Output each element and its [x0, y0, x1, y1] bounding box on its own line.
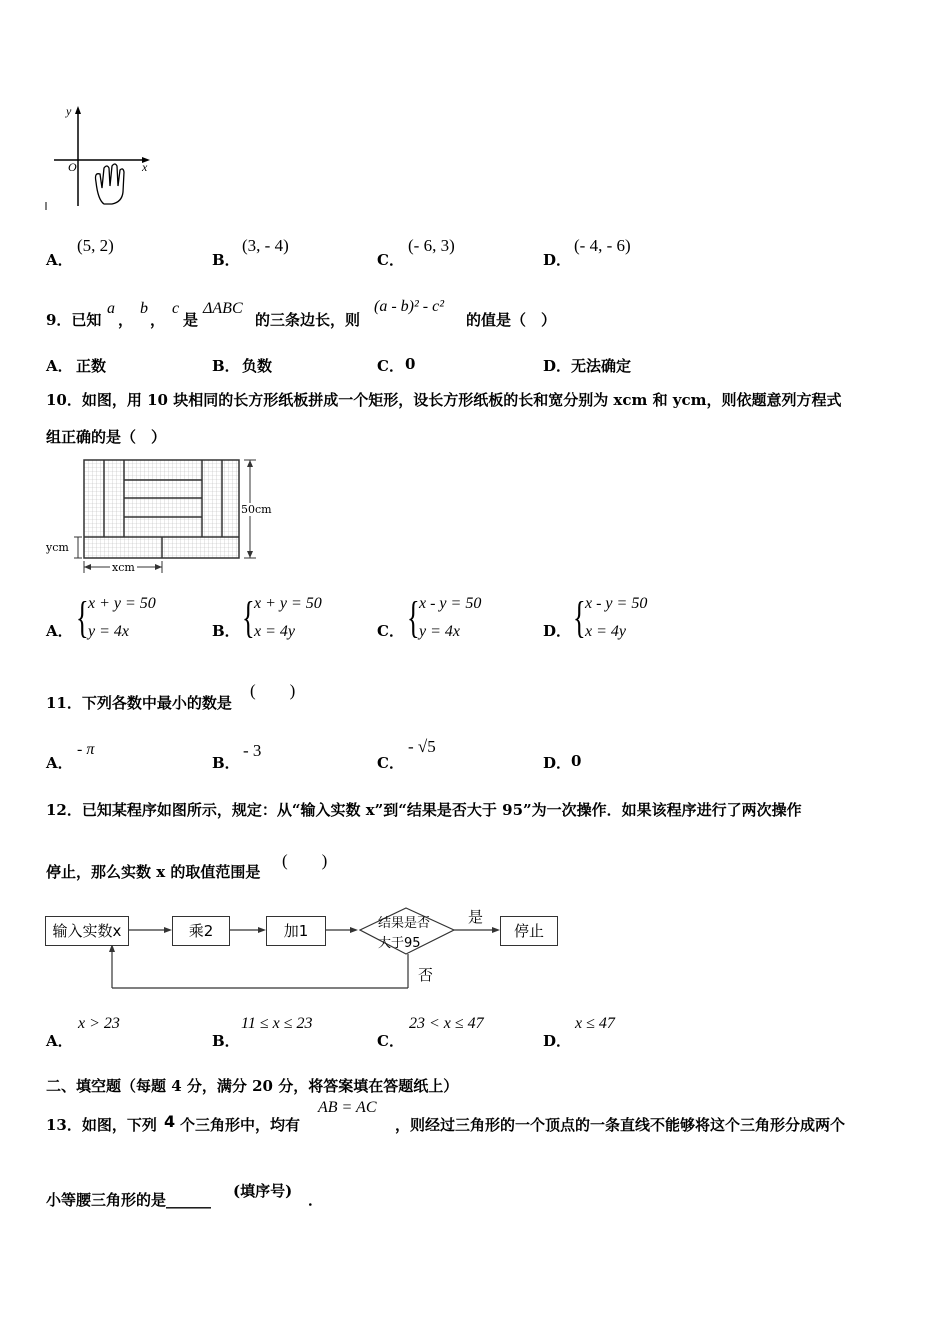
- q11-option-d-letter: D．: [543, 754, 572, 772]
- q13-mid: 个三角形中，均有: [180, 1116, 301, 1134]
- q12-flowchart: [44, 902, 564, 994]
- q9-option-c-value[interactable]: 0: [405, 355, 416, 373]
- ycm-label: ycm: [46, 541, 69, 554]
- q11-option-a-letter: A．: [46, 754, 73, 772]
- q9-var-a: a: [107, 300, 115, 317]
- q12-option-d-value[interactable]: x ≤ 47: [575, 1015, 615, 1032]
- q9-is: 是: [183, 311, 199, 329]
- q9-suffix: 的值是（ ）: [466, 311, 557, 329]
- x-axis-label: x: [142, 160, 148, 174]
- q9-expression: (a - b)² - c²: [374, 298, 445, 315]
- equation-2: y = 4x: [88, 623, 129, 640]
- q12-option-c-value[interactable]: 23 < x ≤ 47: [409, 1015, 484, 1032]
- hand-icon: [96, 164, 125, 204]
- q13-suffix: ，则经过三角形的一个顶点的一条直线不能够将这个三角形分成两个: [395, 1116, 846, 1134]
- flow-multiply-box: 乘2: [172, 916, 230, 946]
- q8-option-c-value[interactable]: (- 6, 3): [408, 236, 455, 255]
- q11-option-c-letter: C．: [377, 754, 404, 772]
- q9-option-d-value[interactable]: 无法确定: [571, 357, 632, 375]
- q10-option-a-letter: A．: [46, 622, 73, 640]
- q10-option-b-letter: B．: [212, 622, 240, 640]
- equation-2: x = 4y: [585, 623, 626, 640]
- origin-label: O: [68, 160, 77, 174]
- left-brace-icon: {: [242, 593, 255, 642]
- q9-option-d-letter: D．: [543, 357, 572, 375]
- q10-line1: 10．如图，用 10 块相同的长方形纸板拼成一个矩形，设长方形纸板的长和宽分别为 xcm 和 ycm，则依题意列方程式: [46, 391, 842, 409]
- q11-option-c-value[interactable]: - √5: [408, 737, 436, 756]
- q10-option-c[interactable]: [377, 590, 537, 650]
- q8-figure: [44, 102, 164, 214]
- left-brace-icon: {: [76, 593, 89, 642]
- q9-var-b: b: [140, 300, 148, 317]
- q13-line2: 小等腰三角形的是______: [46, 1191, 212, 1209]
- q8-option-d-letter: D．: [543, 251, 572, 269]
- q9-option-c-letter: C．: [377, 357, 404, 375]
- q9-option-a-value[interactable]: 正数: [76, 357, 107, 375]
- xcm-label: xcm: [112, 561, 135, 574]
- equation-1: x - y = 50: [419, 595, 482, 612]
- flow-stop-box: 停止: [500, 916, 558, 946]
- q11-option-b-letter: B．: [212, 754, 240, 772]
- flow-input-box: 输入实数x: [45, 916, 129, 946]
- left-brace-icon: {: [407, 593, 420, 642]
- q9-var-c: c: [172, 300, 180, 317]
- q13-equation: AB = AC: [318, 1099, 377, 1116]
- q9-option-b-value[interactable]: 负数: [242, 357, 273, 375]
- q9-triangle: ΔABC: [203, 300, 243, 317]
- q11-option-d-value[interactable]: 0: [571, 752, 582, 770]
- q9-option-a-letter: A．: [46, 357, 73, 375]
- equation-2: y = 4x: [419, 623, 460, 640]
- left-brace-icon: {: [573, 593, 586, 642]
- q12-option-b-letter: B．: [212, 1032, 240, 1050]
- q13-number: 4: [164, 1112, 176, 1131]
- q8-option-b-letter: B．: [212, 251, 240, 269]
- q13-prefix: 13．如图，下列: [46, 1116, 157, 1134]
- coordinate-axes-figure: [44, 102, 164, 214]
- q10-option-c-letter: C．: [377, 622, 404, 640]
- flow-decision-line2: 大于95: [378, 936, 421, 951]
- q8-option-a-value[interactable]: (5, 2): [77, 236, 114, 255]
- q12-line1: 12．已知某程序如图所示，规定：从“输入实数 x”到“结果是否大于 95”为一次操作．如果该程序进行了两次操作: [46, 801, 802, 819]
- q10-option-b[interactable]: [212, 590, 372, 650]
- q10-option-d-letter: D．: [543, 622, 572, 640]
- equation-1: x - y = 50: [585, 595, 648, 612]
- flow-yes-label: 是: [468, 908, 484, 926]
- equation-1: x + y = 50: [88, 595, 156, 612]
- q10-line2: 组正确的是（ ）: [46, 428, 167, 446]
- q12-option-a-value[interactable]: x > 23: [78, 1015, 120, 1032]
- q10-option-a[interactable]: [46, 590, 206, 650]
- q13-end: ．: [308, 1191, 324, 1209]
- q9-prefix: 9．已知: [46, 311, 102, 329]
- q13-fill-hint: (填序号): [233, 1182, 293, 1200]
- q10-rectangle-figure: [44, 455, 284, 580]
- section-2-heading: 二、填空题（每题 4 分，满分 20 分，将答案填在答题纸上）: [46, 1077, 459, 1095]
- q8-option-c-letter: C．: [377, 251, 404, 269]
- q12-paren: ( ): [282, 851, 328, 870]
- y-axis-label: y: [66, 104, 72, 118]
- q8-option-a-letter: A．: [46, 251, 73, 269]
- q12-option-c-letter: C．: [377, 1032, 404, 1050]
- flow-no-label: 否: [418, 966, 434, 984]
- q9-comma2: ，: [150, 311, 166, 329]
- q11-paren: ( ): [250, 681, 296, 700]
- q12-line2: 停止，那么实数 x 的取值范围是: [46, 863, 261, 881]
- equation-1: x + y = 50: [254, 595, 322, 612]
- equation-2: x = 4y: [254, 623, 295, 640]
- q9-comma1: ，: [118, 311, 134, 329]
- q8-option-d-value[interactable]: (- 4, - 6): [574, 236, 631, 255]
- height-label: 50cm: [241, 503, 272, 516]
- flow-decision-line1: 结果是否: [378, 916, 431, 931]
- q12-option-a-letter: A．: [46, 1032, 73, 1050]
- q12-option-b-value[interactable]: 11 ≤ x ≤ 23: [241, 1015, 313, 1032]
- q11-option-a-value[interactable]: - π: [77, 741, 95, 758]
- q8-option-b-value[interactable]: (3, - 4): [242, 236, 289, 255]
- flow-add-box: 加1: [266, 916, 326, 946]
- q11-text: 11．下列各数中最小的数是: [46, 694, 232, 712]
- q10-option-d[interactable]: [543, 590, 703, 650]
- q12-option-d-letter: D．: [543, 1032, 572, 1050]
- q9-option-b-letter: B．: [212, 357, 240, 375]
- q11-option-b-value[interactable]: - 3: [243, 741, 262, 760]
- q9-mid: 的三条边长，则: [255, 311, 361, 329]
